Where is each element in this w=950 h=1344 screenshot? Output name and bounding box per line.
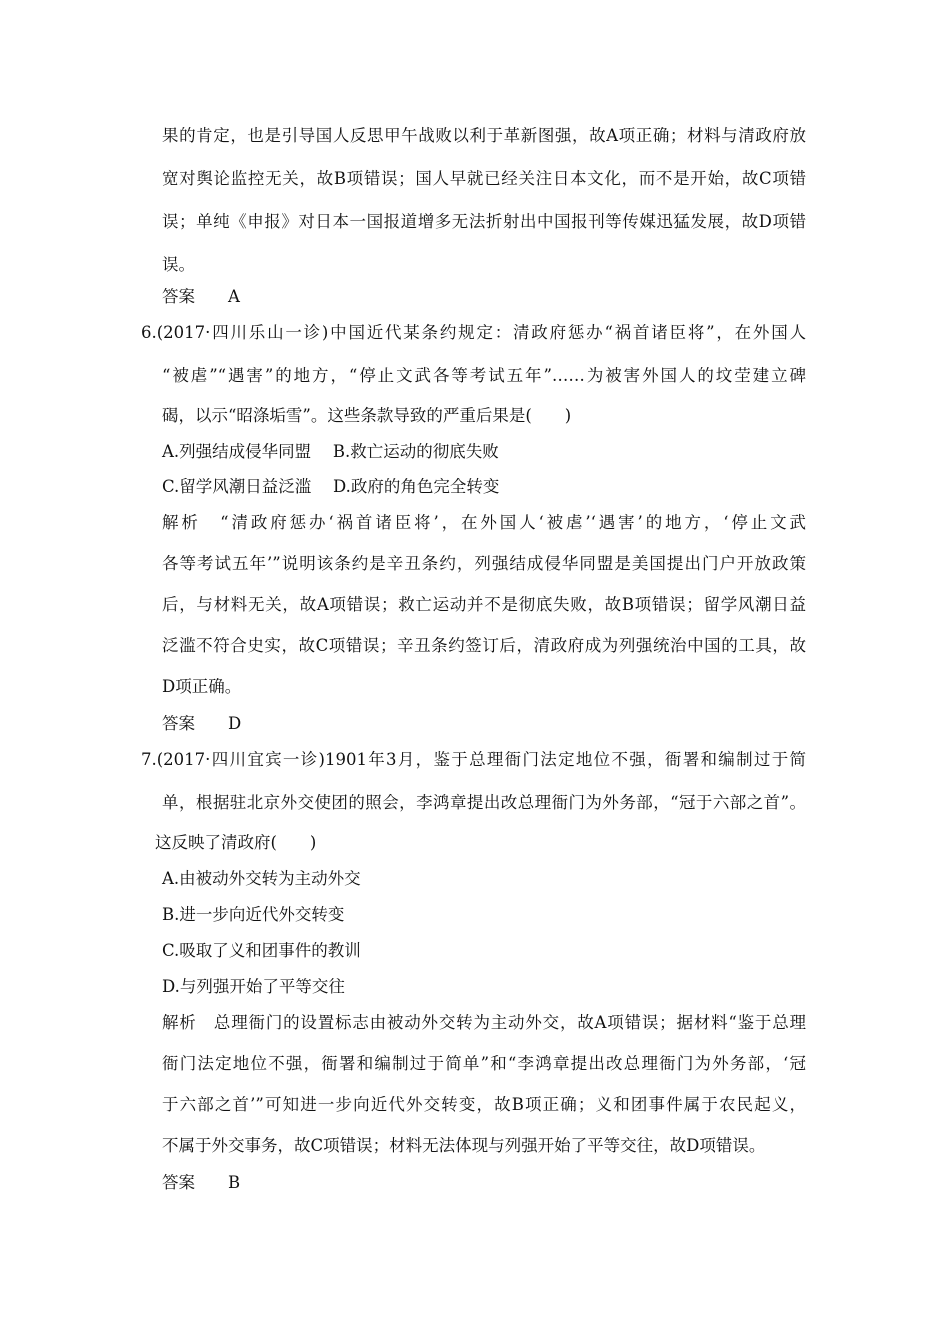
- q7-stem-line-1: 7.(2017·四川宜宾一诊)1901年3月，鉴于总理衙门法定地位不强，衙署和编制过于简: [141, 750, 806, 769]
- answer-label: 答案: [162, 1173, 195, 1192]
- answer-value: A: [228, 287, 240, 306]
- q6-explain-line-5: D项正确。: [162, 677, 242, 696]
- explain-label: 解析: [162, 513, 201, 532]
- q7-explain-line-1: [162, 1012, 806, 1034]
- q5-explain-line-4: 误。: [162, 255, 195, 274]
- q7-explain-line-4: 不属于外交事务，故C项错误；材料无法体现与列强开始了平等交往，故D项错误。: [162, 1136, 766, 1155]
- q6-stem-line-2: “被虐”“遇害”的地方，“停止文武各等考试五年”……为被害外国人的坟茔建立碑: [162, 366, 806, 385]
- q6-options-row-1: A.列强结成侵华同盟 B.救亡运动的彻底失败: [162, 442, 499, 461]
- q7-answer: [162, 1172, 240, 1194]
- q6-stem-line-3: 碣，以示“昭涤垢雪”。这些条款导致的严重后果是( ): [162, 406, 572, 425]
- explain-label: 解析: [162, 1013, 197, 1032]
- q7-explain-line-3: 于六部之首’”可知进一步向近代外交转变，故B项正确；义和团事件属于农民起义，: [162, 1095, 806, 1114]
- explain-text: 总理衙门的设置标志由被动外交转为主动外交，故A项错误；据材料“鉴于总理: [213, 1013, 807, 1032]
- q7-stem-line-2: 单，根据驻北京外交使团的照会，李鸿章提出改总理衙门为外务部，“冠于六部之首”。: [162, 793, 806, 812]
- q7-stem-line-3: 这反映了清政府( ): [155, 833, 317, 852]
- q5-explain-line-2: 宽对舆论监控无关，故B项错误；国人早就已经关注日本文化，而不是开始，故C项错: [162, 169, 806, 188]
- answer-value: D: [228, 714, 242, 733]
- q5-explain-line-3: 误；单纯《申报》对日本一国报道增多无法折射出中国报刊等传媒迅猛发展，故D项错: [162, 212, 806, 231]
- answer-label: 答案: [162, 287, 195, 306]
- q6-options-row-2: C.留学风潮日益泛滥 D.政府的角色完全转变: [162, 477, 500, 496]
- q5-explain-line-1: 果的肯定，也是引导国人反思甲午战败以利于革新图强，故A项正确；材料与清政府放: [162, 126, 806, 145]
- q7-option-a: A.由被动外交转为主动外交: [162, 869, 361, 888]
- explain-text: “清政府惩办‘祸首诸臣将’，在外国人‘被虐’‘遇害’的地方，‘停止文武: [220, 513, 807, 532]
- q6-explain-line-4: 泛滥不符合史实，故C项错误；辛丑条约签订后，清政府成为列强统治中国的工具，故: [162, 636, 806, 655]
- q6-explain-line-3: 后，与材料无关，故A项错误；救亡运动并不是彻底失败，故B项错误；留学风潮日益: [162, 595, 806, 614]
- q6-stem-line-1: 6.(2017·四川乐山一诊)中国近代某条约规定：清政府惩办“祸首诸臣将”，在外国人: [141, 323, 806, 342]
- q5-answer: [162, 286, 240, 308]
- q7-option-c: C.吸取了义和团事件的教训: [162, 941, 361, 960]
- answer-label: 答案: [162, 714, 195, 733]
- q6-explain-line-2: 各等考试五年’”说明该条约是辛丑条约，列强结成侵华同盟是美国提出门户开放政策: [162, 554, 806, 573]
- q7-option-d: D.与列强开始了平等交往: [162, 977, 345, 996]
- q7-explain-line-2: 衙门法定地位不强，衙署和编制过于简单”和“李鸿章提出改总理衙门为外务部，‘冠: [162, 1054, 806, 1073]
- q6-answer: [162, 713, 241, 735]
- q7-option-b: B.进一步向近代外交转变: [162, 905, 345, 924]
- answer-value: B: [228, 1173, 241, 1192]
- q6-explain-line-1: [162, 512, 806, 534]
